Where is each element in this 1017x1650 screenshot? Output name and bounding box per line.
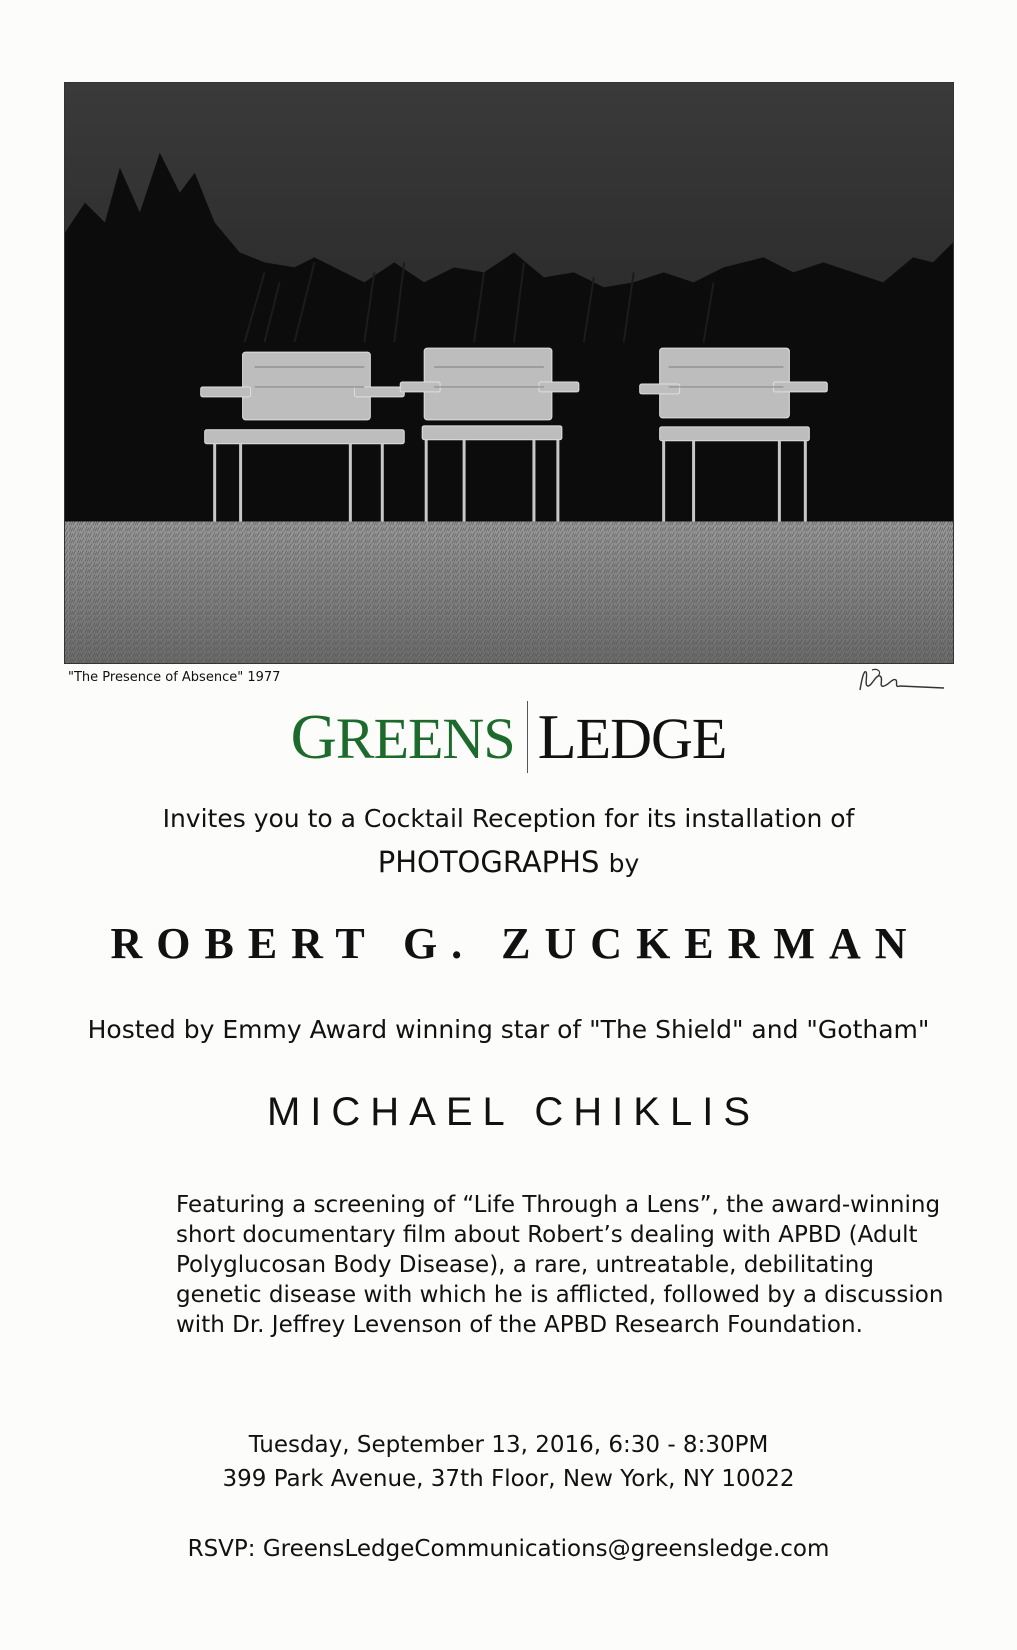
feature-line: Polyglucosan Body Disease), a rare, untreatable, debilitating (176, 1252, 874, 1278)
invite-line: Invites you to a Cocktail Reception for its installation of (162, 804, 855, 833)
photo-image (65, 83, 953, 663)
feature-line: with Dr. Jeffrey Levenson of the APBD Research Foundation. (176, 1312, 863, 1338)
photographs-line (0, 845, 1017, 879)
logo-greens: GREENS (290, 701, 515, 772)
artist-signature (852, 664, 948, 696)
by-word: by (608, 849, 640, 878)
event-address: 399 Park Avenue, 37th Floor, New York, NY 10022 (222, 1466, 795, 1492)
greensledge-logo (0, 701, 1017, 772)
photograph-chairs (64, 82, 954, 664)
feature-line: genetic disease with which he is afflicted, followed by a discussion (176, 1282, 944, 1308)
feature-line: short documentary film about Robert’s dealing with APBD (Adult (176, 1222, 918, 1248)
photographs-word: PHOTOGRAPHS (377, 845, 600, 879)
rsvp-line: RSVP: GreensLedgeCommunications@greensledge.com (187, 1536, 830, 1562)
feature-paragraph (176, 1190, 944, 1340)
feature-line: Featuring a screening of “Life Through a Lens”, the award-winning (176, 1192, 941, 1218)
hosted-by-line: Hosted by Emmy Award winning star of "The Shield" and "Gotham" (87, 1015, 930, 1044)
logo-ledge: LEDGE (537, 701, 727, 772)
event-date-time: Tuesday, September 13, 2016, 6:30 - 8:30PM (248, 1432, 769, 1458)
artist-name: ROBERT G. ZUCKERMAN (110, 919, 921, 968)
photo-caption: "The Presence of Absence" 1977 (68, 670, 281, 685)
host-name: MICHAEL CHIKLIS (266, 1090, 761, 1134)
